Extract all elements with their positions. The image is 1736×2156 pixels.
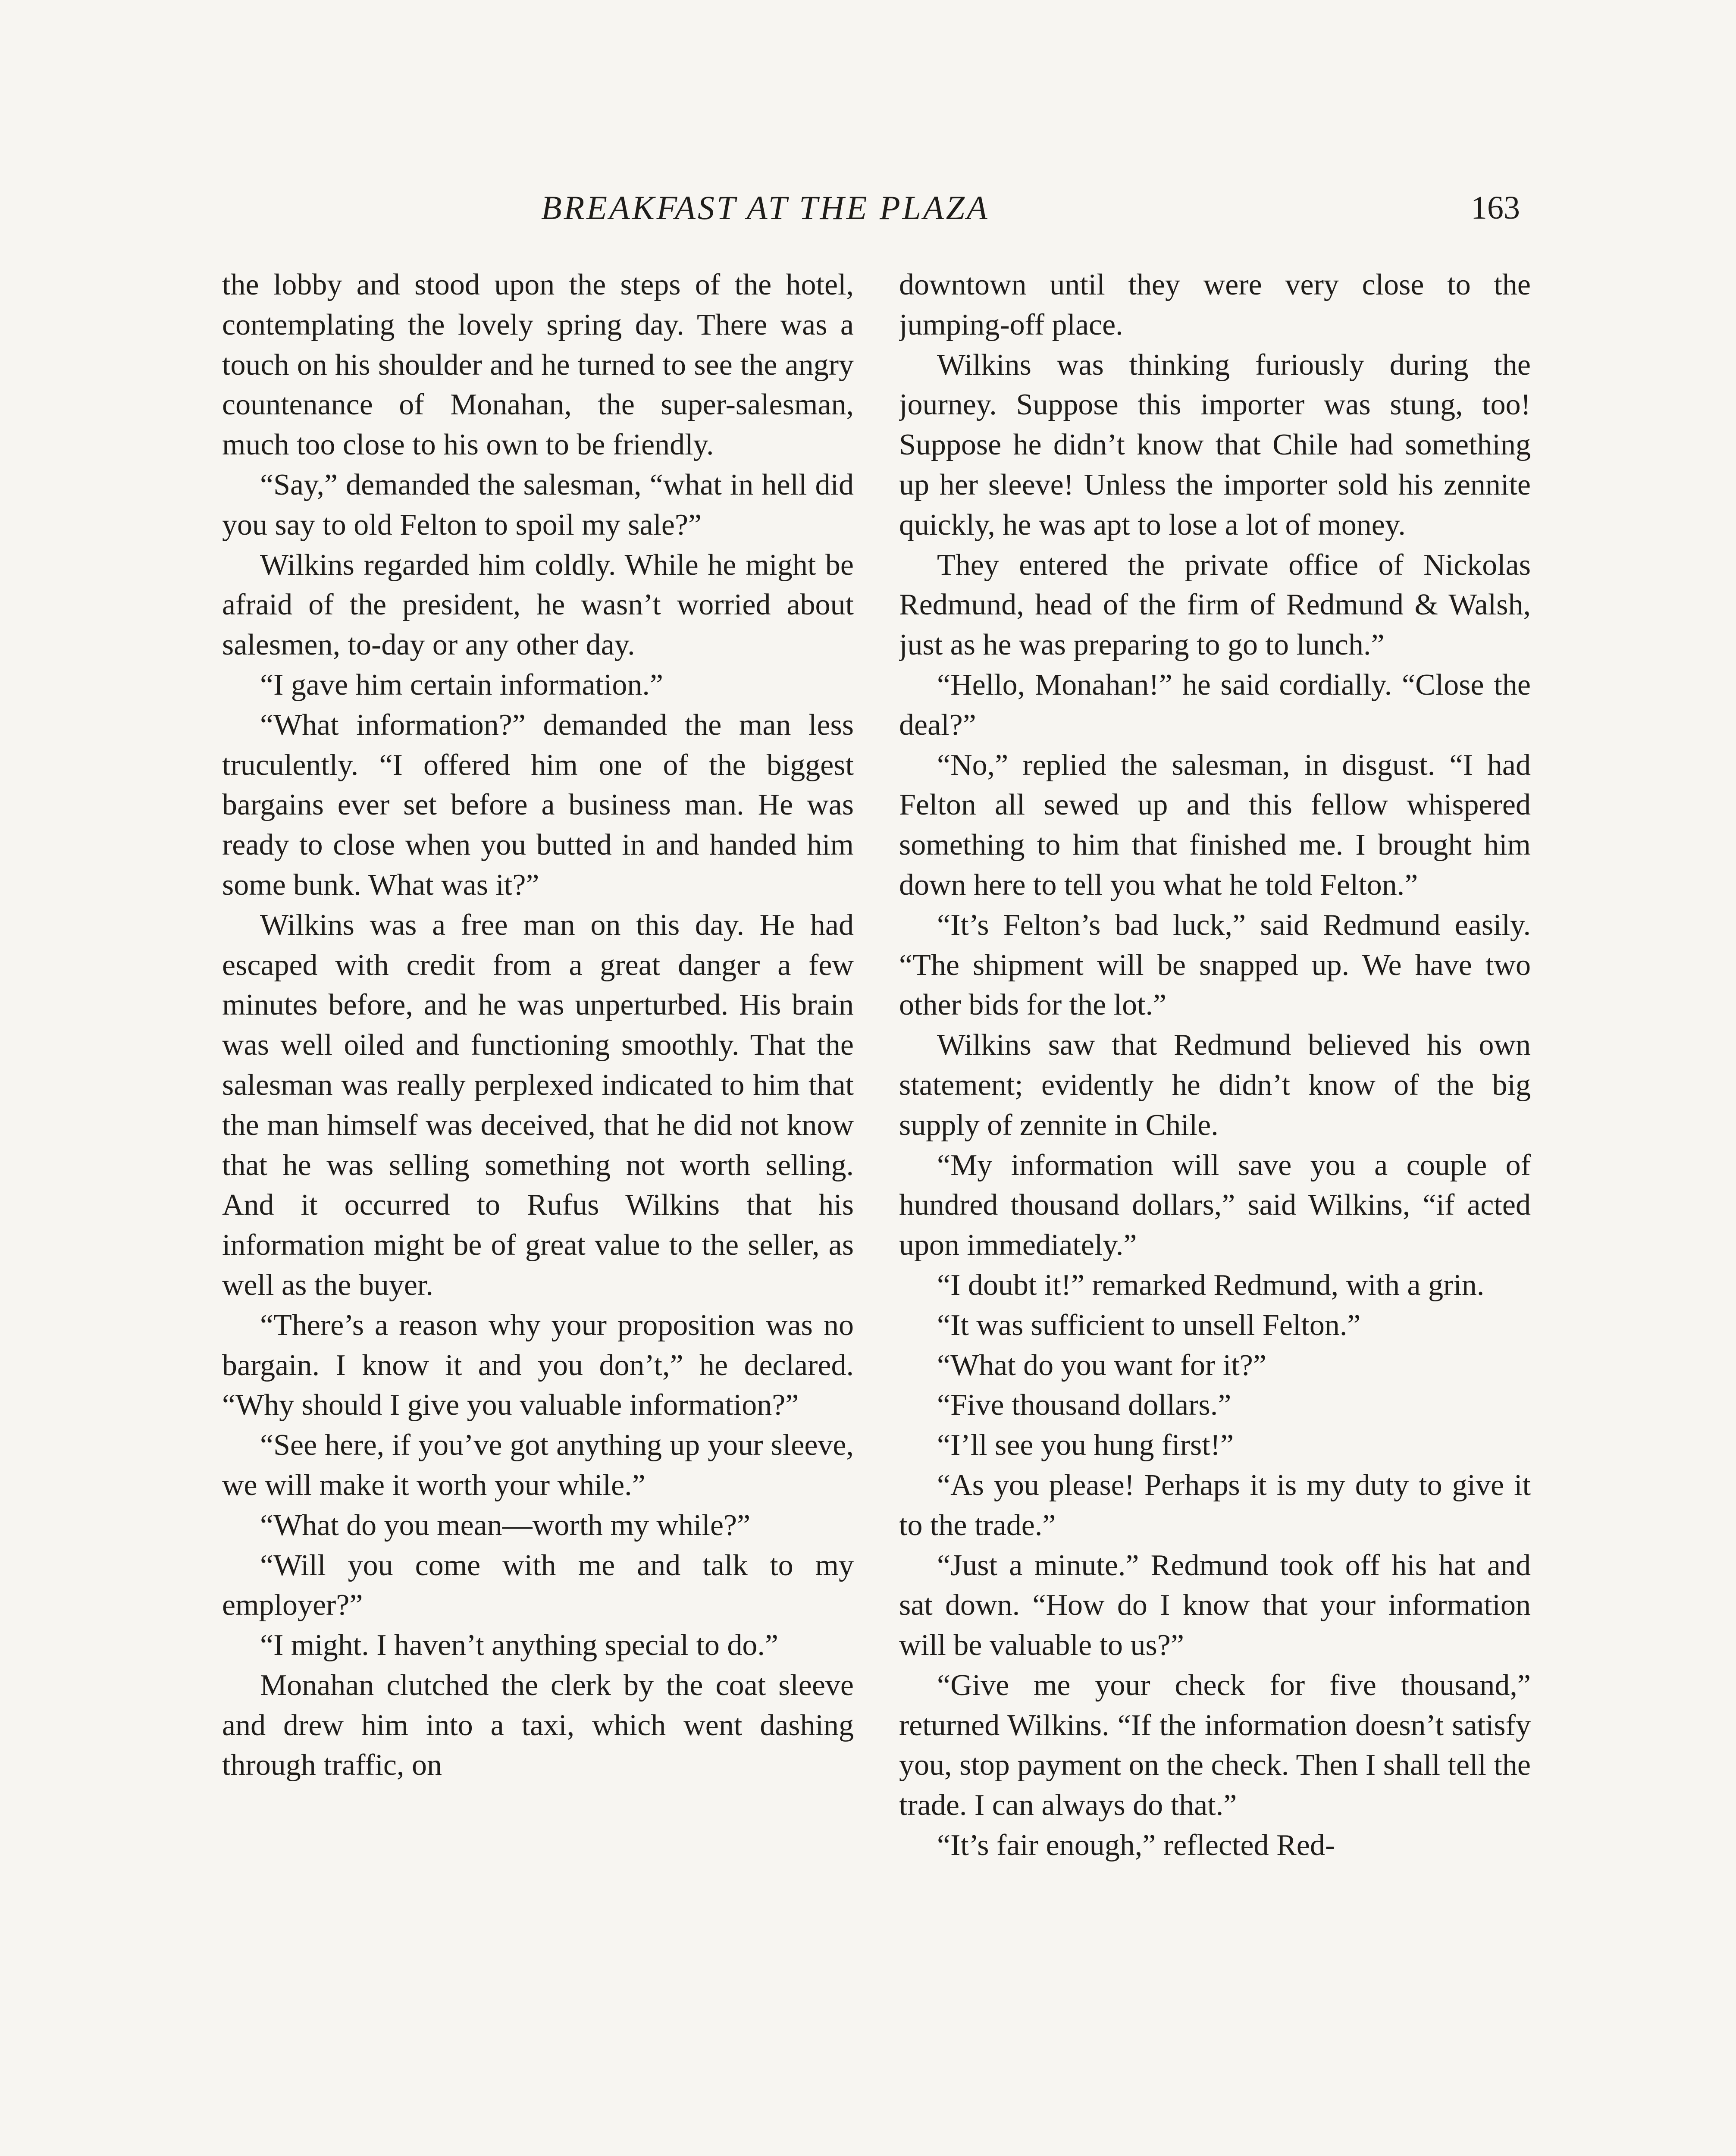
- paragraph: Monahan clutched the clerk by the coat sleeve and drew him into a taxi, which went dashing through traffic, on: [222, 1668, 854, 1782]
- paragraph: Wilkins saw that Redmund believed his own statement; evidently he didn’t know of the big supply of zennite in Chile.: [899, 1028, 1531, 1142]
- paragraph: “What do you mean—worth my while?”: [260, 1508, 751, 1542]
- paragraph: Wilkins was a free man on this day. He had escaped with credit from a great danger a few minutes before, and he was unperturbed. His brain was well oiled and functioning smoothly. That the salesman was really perplexed indicated to him that the man himself was deceived, that he did not know that he was selling something not worth selling. And it occurred to Rufus Wilkins that his information might be of great value to the seller, as well as the buyer.: [222, 908, 854, 1302]
- paragraph: “My information will save you a couple of hundred thousand dollars,” said Wilkins, “if acted upon immediately.”: [899, 1148, 1531, 1262]
- paragraph: “Give me your check for five thousand,” returned Wilkins. “If the information doesn’t satisfy you, stop payment on the check. Then I shall tell the trade. I can always do that.”: [899, 1668, 1531, 1822]
- paragraph: “Will you come with me and talk to my employer?”: [222, 1548, 854, 1622]
- paragraph: “It’s Felton’s bad luck,” said Redmund easily. “The shipment will be snapped up. We have two other bids for the lot.”: [899, 908, 1531, 1022]
- paragraph: “It’s fair enough,” reflected Red-: [937, 1829, 1335, 1862]
- paragraph: Wilkins was thinking furiously during the journey. Suppose this importer was stung, too! Suppose he didn’t know that Chile had something up her sleeve! Unless the importer sold his zennite quickly, he was apt to lose a lot of money.: [899, 348, 1531, 542]
- paragraph: “Hello, Monahan!” he said cordially. “Close the deal?”: [899, 668, 1531, 742]
- left-column: [222, 265, 854, 2156]
- paragraph: “It was sufficient to unsell Felton.”: [937, 1308, 1361, 1342]
- paragraph: “See here, if you’ve got anything up your sleeve, we will make it worth your while.”: [222, 1429, 854, 1502]
- paragraph: “As you please! Perhaps it is my duty to give it to the trade.”: [899, 1468, 1531, 1542]
- running-title: BREAKFAST AT THE PLAZA: [541, 189, 990, 226]
- right-column: [899, 265, 1531, 2156]
- paragraph: Wilkins regarded him coldly. While he might be afraid of the president, he wasn’t worried about salesmen, to-day or any other day.: [222, 548, 854, 662]
- paragraph: “No,” replied the salesman, in disgust. “I had Felton all sewed up and this fellow whispered something to him that finished me. I brought him down here to tell you what he told Felton.”: [899, 748, 1531, 902]
- paragraph: the lobby and stood upon the steps of the hotel, contemplating the lovely spring day. There was a touch on his shoulder and he turned to see the angry countenance of Monahan, the super-salesman, much too close to his own to be friendly.: [222, 268, 854, 462]
- paragraph: “I’ll see you hung first!”: [937, 1429, 1234, 1462]
- paragraph: “Say,” demanded the salesman, “what in hell did you say to old Felton to spoil my sale?”: [222, 468, 854, 542]
- paragraph: “What do you want for it?”: [937, 1348, 1266, 1382]
- paragraph: “What information?” demanded the man less truculently. “I offered him one of the biggest bargains ever set before a business man. He was ready to close when you butted in and handed him some bunk. What was it?”: [222, 708, 854, 902]
- paragraph: “I might. I haven’t anything special to do.”: [260, 1629, 778, 1662]
- paragraph: “I gave him certain information.”: [260, 668, 663, 702]
- paragraph: “There’s a reason why your proposition was no bargain. I know it and you don’t,” he declared. “Why should I give you valuable information?”: [222, 1308, 854, 1422]
- page-number: 163: [1471, 190, 1520, 226]
- paragraph: “Just a minute.” Redmund took off his hat and sat down. “How do I know that your information will be valuable to us?”: [899, 1548, 1531, 1662]
- running-head: [222, 186, 1520, 238]
- paragraph: downtown until they were very close to the jumping-off place.: [899, 268, 1531, 342]
- paragraph: “Five thousand dollars.”: [937, 1388, 1231, 1422]
- paragraph: “I doubt it!” remarked Redmund, with a grin.: [937, 1268, 1485, 1302]
- paragraph: They entered the private office of Nickolas Redmund, head of the firm of Redmund & Walsh, just as he was preparing to go to lunch.”: [899, 548, 1531, 662]
